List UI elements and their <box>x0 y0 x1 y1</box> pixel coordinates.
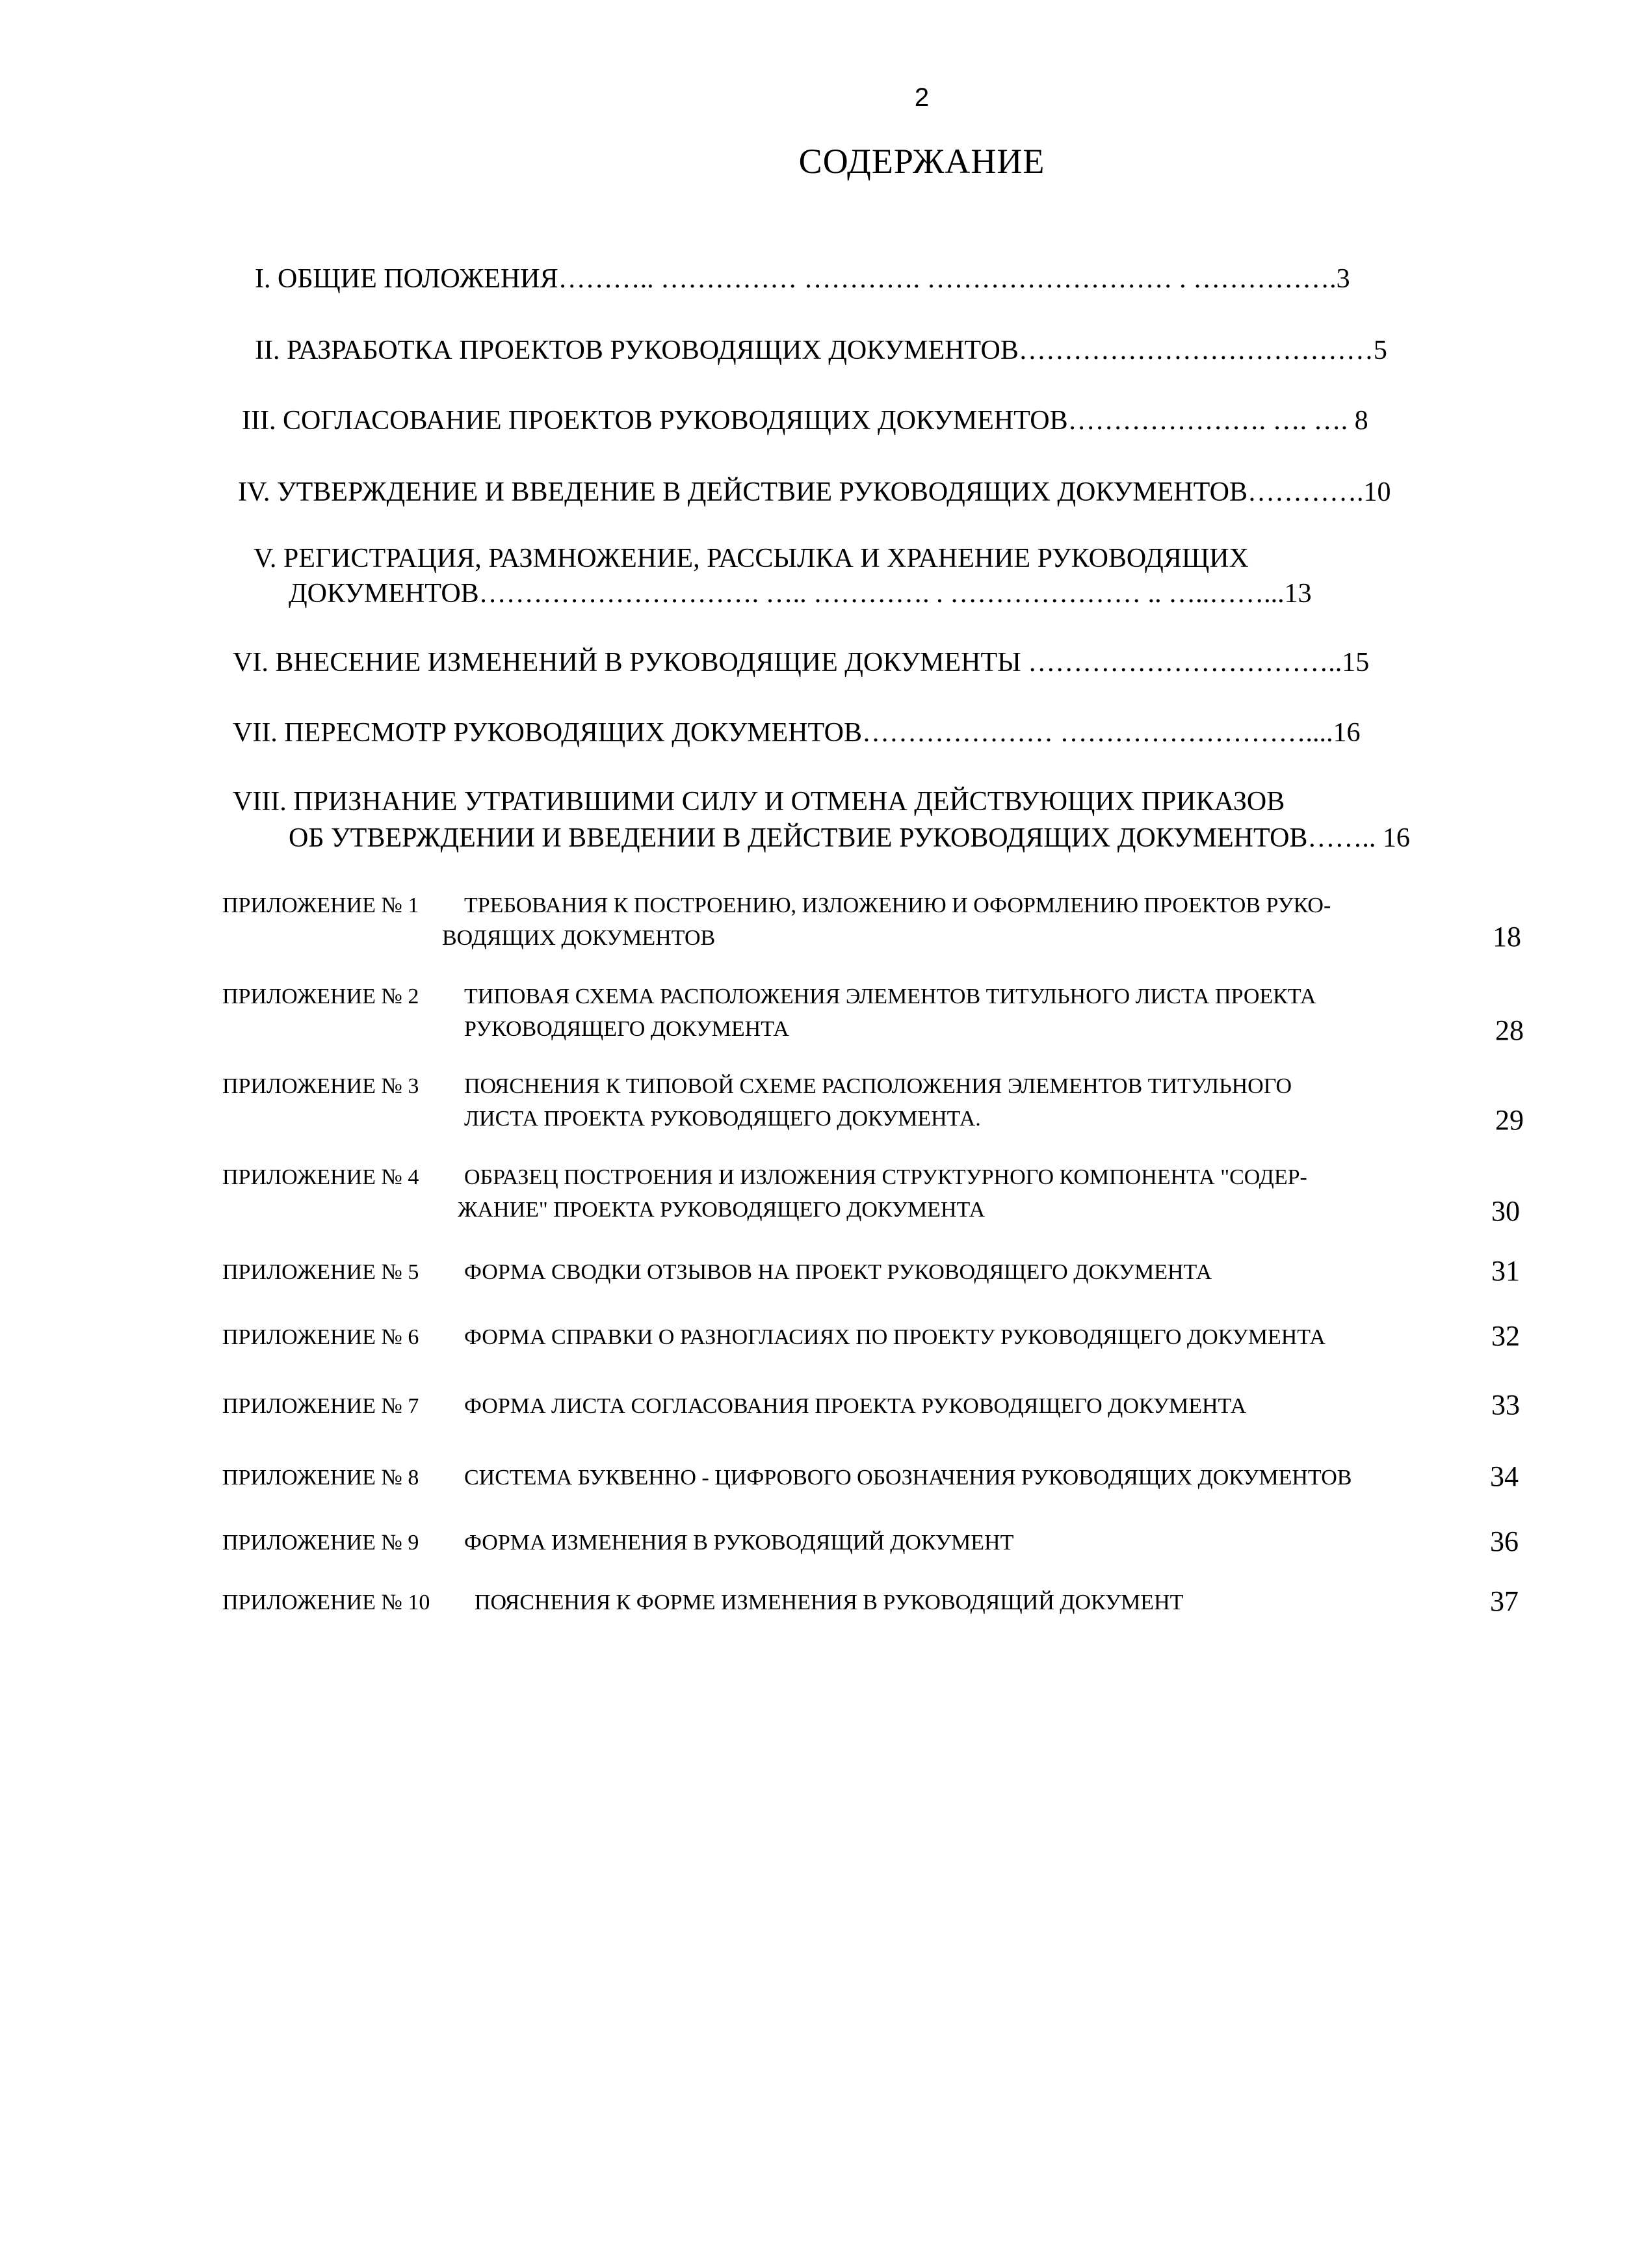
toc-section-5-line-1: V. РЕГИСТРАЦИЯ, РАЗМНОЖЕНИЕ, РАССЫЛКА И ХРАНЕНИЕ РУКОВОДЯЩИХ <box>254 544 1249 574</box>
appendix-1-label: ПРИЛОЖЕНИЕ № 1 <box>222 893 419 917</box>
page-title: СОДЕРЖАНИЕ <box>798 142 1045 181</box>
toc-section-7: VII. ПЕРЕСМОТР РУКОВОДЯЩИХ ДОКУМЕНТОВ………………… ………………………....16 <box>233 718 1361 748</box>
appendix-4-line-2: ЖАНИЕ" ПРОЕКТА РУКОВОДЯЩЕГО ДОКУМЕНТА <box>458 1198 986 1222</box>
appendix-3-line-2: ЛИСТА ПРОЕКТА РУКОВОДЯЩЕГО ДОКУМЕНТА. <box>464 1107 981 1131</box>
toc-section-8-line-2: ОБ УТВЕРЖДЕНИИ И ВВЕДЕНИИ В ДЕЙСТВИЕ РУКОВОДЯЩИХ ДОКУМЕНТОВ…….. 16 <box>289 823 1410 853</box>
appendix-2-page: 28 <box>1495 1014 1524 1046</box>
appendix-7-label: ПРИЛОЖЕНИЕ № 7 <box>222 1394 419 1418</box>
appendix-4-line-1: ОБРАЗЕЦ ПОСТРОЕНИЯ И ИЗЛОЖЕНИЯ СТРУКТУРНОГО КОМПОНЕНТА "СОДЕР- <box>464 1165 1307 1189</box>
toc-section-6: VI. ВНЕСЕНИЕ ИЗМЕНЕНИЙ В РУКОВОДЯЩИЕ ДОКУМЕНТЫ ……………………………..15 <box>233 648 1370 678</box>
appendix-10-line-1: ПОЯСНЕНИЯ К ФОРМЕ ИЗМЕНЕНИЯ В РУКОВОДЯЩИЙ ДОКУМЕНТ <box>475 1590 1184 1615</box>
appendix-6-page: 32 <box>1491 1320 1520 1352</box>
appendix-3-label: ПРИЛОЖЕНИЕ № 3 <box>222 1074 419 1098</box>
appendix-8-line-1: СИСТЕМА БУКВЕННО - ЦИФРОВОГО ОБОЗНАЧЕНИЯ РУКОВОДЯЩИХ ДОКУМЕНТОВ <box>464 1466 1352 1490</box>
appendix-4-page: 30 <box>1491 1195 1520 1227</box>
toc-section-2: II. РАЗРАБОТКА ПРОЕКТОВ РУКОВОДЯЩИХ ДОКУМЕНТОВ…………………………………5 <box>255 336 1387 365</box>
appendix-5-label: ПРИЛОЖЕНИЕ № 5 <box>222 1260 419 1284</box>
toc-section-3: III. СОГЛАСОВАНИЕ ПРОЕКТОВ РУКОВОДЯЩИХ ДОКУМЕНТОВ…………………. …. …. 8 <box>242 406 1368 436</box>
appendix-1-page: 18 <box>1493 921 1521 953</box>
toc-section-4: IV. УТВЕРЖДЕНИЕ И ВВЕДЕНИЕ В ДЕЙСТВИЕ РУКОВОДЯЩИХ ДОКУМЕНТОВ………….10 <box>238 477 1391 507</box>
appendix-8-label: ПРИЛОЖЕНИЕ № 8 <box>222 1466 419 1490</box>
appendix-3-page: 29 <box>1495 1104 1524 1136</box>
appendix-9-label: ПРИЛОЖЕНИЕ № 9 <box>222 1531 419 1555</box>
appendix-6-line-1: ФОРМА СПРАВКИ О РАЗНОГЛАСИЯХ ПО ПРОЕКТУ РУКОВОДЯЩЕГО ДОКУМЕНТА <box>464 1325 1326 1349</box>
appendix-5-line-1: ФОРМА СВОДКИ ОТЗЫВОВ НА ПРОЕКТ РУКОВОДЯЩЕГО ДОКУМЕНТА <box>464 1260 1212 1284</box>
appendix-9-page: 36 <box>1490 1525 1519 1557</box>
appendix-10-label: ПРИЛОЖЕНИЕ № 10 <box>222 1590 430 1615</box>
appendix-2-line-2: РУКОВОДЯЩЕГО ДОКУМЕНТА <box>464 1017 789 1041</box>
appendix-2-label: ПРИЛОЖЕНИЕ № 2 <box>222 984 419 1009</box>
appendix-5-page: 31 <box>1491 1255 1520 1287</box>
toc-section-8-line-1: VIII. ПРИЗНАНИЕ УТРАТИВШИМИ СИЛУ И ОТМЕНА ДЕЙСТВУЮЩИХ ПРИКАЗОВ <box>233 787 1285 817</box>
appendix-6-label: ПРИЛОЖЕНИЕ № 6 <box>222 1325 419 1349</box>
appendix-4-label: ПРИЛОЖЕНИЕ № 4 <box>222 1165 419 1189</box>
page-number: 2 <box>914 83 930 112</box>
appendix-9-line-1: ФОРМА ИЗМЕНЕНИЯ В РУКОВОДЯЩИЙ ДОКУМЕНТ <box>464 1531 1014 1555</box>
appendix-1-line-1: ТРЕБОВАНИЯ К ПОСТРОЕНИЮ, ИЗЛОЖЕНИЮ И ОФОРМЛЕНИЮ ПРОЕКТОВ РУКО- <box>464 893 1331 917</box>
appendix-10-page: 37 <box>1490 1585 1519 1617</box>
toc-section-5-line-2: ДОКУМЕНТОВ…………………………. ….. …………. . ………………… .. …..……...13 <box>289 579 1312 609</box>
appendix-8-page: 34 <box>1490 1460 1519 1492</box>
appendix-1-line-2: ВОДЯЩИХ ДОКУМЕНТОВ <box>442 926 716 950</box>
appendix-7-line-1: ФОРМА ЛИСТА СОГЛАСОВАНИЯ ПРОЕКТА РУКОВОДЯЩЕГО ДОКУМЕНТА <box>464 1394 1247 1418</box>
appendix-3-line-1: ПОЯСНЕНИЯ К ТИПОВОЙ СХЕМЕ РАСПОЛОЖЕНИЯ ЭЛЕМЕНТОВ ТИТУЛЬНОГО <box>464 1074 1292 1098</box>
appendix-2-line-1: ТИПОВАЯ СХЕМА РАСПОЛОЖЕНИЯ ЭЛЕМЕНТОВ ТИТУЛЬНОГО ЛИСТА ПРОЕКТА <box>464 984 1316 1009</box>
toc-section-1: I. ОБЩИЕ ПОЛОЖЕНИЯ……….. …………… …………. ……………………… . …………….3 <box>255 264 1350 294</box>
appendix-7-page: 33 <box>1491 1389 1520 1421</box>
